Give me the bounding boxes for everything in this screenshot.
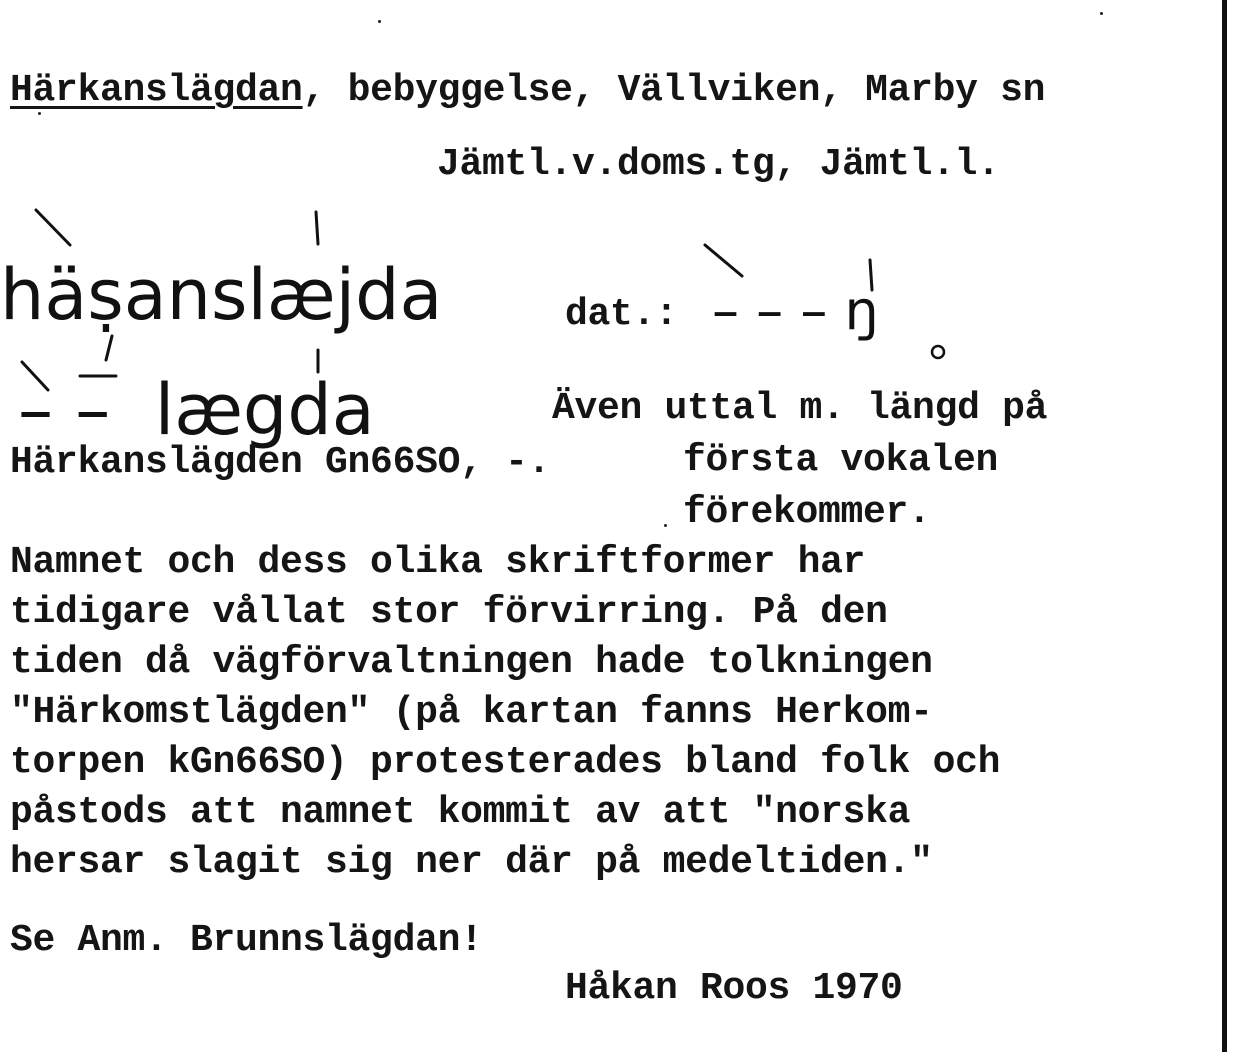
- body-line: tidigare vållat stor förvirring. På den: [10, 591, 888, 634]
- accent-mark: [22, 362, 48, 390]
- signature: Håkan Roos 1970: [565, 967, 903, 1010]
- body-line: Namnet och dess olika skriftformer har: [10, 541, 866, 584]
- accent-mark: [870, 260, 872, 290]
- variant-note-3: förekommer.: [683, 491, 931, 534]
- headword: Härkanslägdan: [10, 69, 303, 112]
- body-line: "Härkomstlägden" (på kartan fanns Herkom-: [10, 691, 933, 734]
- see-also: Se Anm. Brunnslägdan!: [10, 919, 483, 962]
- phonetic-variant: – – lægda: [18, 369, 375, 451]
- accent-mark: [705, 245, 742, 276]
- scan-speck: [664, 524, 667, 527]
- scan-speck: [1100, 12, 1103, 15]
- map-form: Härkanslägden Gn66SO, -.: [10, 441, 551, 484]
- phonetic-main: häṣanslæjda: [0, 254, 443, 336]
- body-line: tiden då vägförvaltningen hade tolkningen: [10, 641, 933, 684]
- vowel-circle-mark: [932, 346, 944, 358]
- scan-speck: [38, 112, 41, 115]
- body-line: påstods att namnet kommit av att "norska: [10, 791, 911, 834]
- accent-mark: [316, 212, 318, 244]
- header-rest: , bebyggelse, Vällviken, Marby sn: [302, 69, 1046, 112]
- variant-note-1: Även uttal m. längd på: [552, 387, 1048, 430]
- accent-mark: [106, 336, 112, 360]
- scan-speck: [378, 20, 381, 23]
- accent-mark: [36, 210, 70, 245]
- district-line: Jämtl.v.doms.tg, Jämtl.l.: [437, 143, 1000, 186]
- dative-label: dat.:: [565, 293, 678, 336]
- body-line: torpen kGn66SO) protesterades bland folk och: [10, 741, 1001, 784]
- body-line: hersar slagit sig ner där på medeltiden.": [10, 841, 933, 884]
- variant-note-2: första vokalen: [683, 439, 999, 482]
- dative-form: – – – ŋ: [712, 279, 879, 342]
